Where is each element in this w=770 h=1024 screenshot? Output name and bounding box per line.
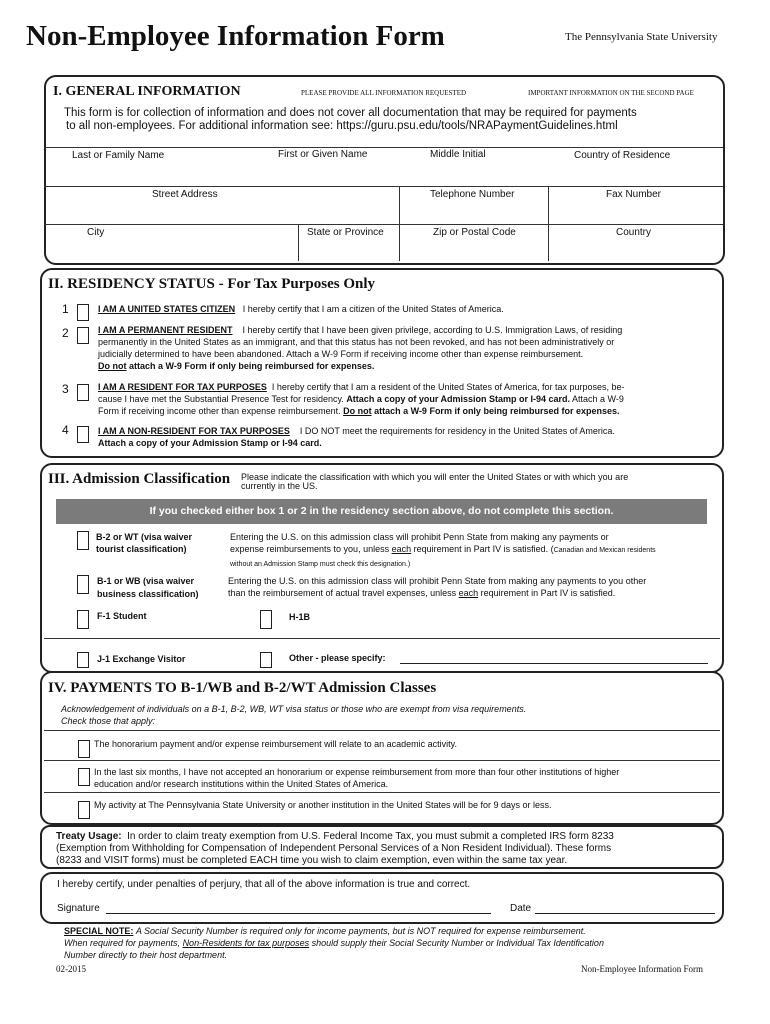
certification-statement: I hereby certify, under penalties of perjury, that all of the above information is true and correct. xyxy=(57,879,471,890)
special-note-line2b: should supply their Social Security Number or Individual Tax Identification xyxy=(309,938,604,948)
special-note-non-residents: Non-Residents for tax purposes xyxy=(182,938,310,948)
h1b-label: H-1B xyxy=(289,612,311,622)
b2-wt-label xyxy=(96,531,192,555)
treaty-line1: In order to claim treaty exemption from U.S. Federal Income Tax, you must submit a completed IRS form 8233 xyxy=(127,831,614,842)
section1-note-second-page: IMPORTANT INFORMATION ON THE SECOND PAGE xyxy=(528,89,694,97)
b2-text-line2b: requirement in Part IV is satisfied. ( xyxy=(411,544,554,554)
j1-visitor-label: J-1 Exchange Visitor xyxy=(97,654,186,664)
permanent-resident-line2: permanently in the United States as an immigrant, and that this status has not been revoked, and has not been administratively or xyxy=(98,337,615,347)
b2-text-line3: without an Admission Stamp must check this designation.) xyxy=(230,561,411,568)
zip-field[interactable]: Zip or Postal Code xyxy=(433,227,516,238)
date-label: Date xyxy=(510,903,532,914)
col-divider xyxy=(548,224,549,261)
permanent-resident-text xyxy=(98,324,622,372)
state-field[interactable]: State or Province xyxy=(307,227,384,238)
page-title: Non-Employee Information Form xyxy=(26,20,445,52)
signature-line[interactable] xyxy=(106,913,491,914)
non-resident-line1: I DO NOT meet the requirements for residency in the United States of America. xyxy=(299,426,615,436)
residency-number-4: 4 xyxy=(62,423,69,437)
city-field[interactable]: City xyxy=(87,227,105,238)
permanent-resident-do-not: Do not xyxy=(98,361,127,371)
nine-days-checkbox[interactable] xyxy=(78,801,90,819)
b1-text-line2b: requirement in Part IV is satisfied. xyxy=(478,588,616,598)
b2-wt-description xyxy=(230,531,656,569)
special-note-label: SPECIAL NOTE: xyxy=(64,926,134,936)
b2-text-canadian: Canadian and Mexican residents xyxy=(553,547,656,554)
col-divider xyxy=(298,224,299,261)
non-resident-checkbox[interactable] xyxy=(77,426,89,443)
non-resident-text xyxy=(98,425,615,449)
treaty-line3: (8233 and VISIT forms) must be completed EACH time you wish to claim exemption, even within the same tax year. xyxy=(56,855,568,866)
nine-days-label: My activity at The Pennsylvania State University or another institution in the United States will be for 9 days or less. xyxy=(94,800,552,810)
b2-text-each: each xyxy=(391,544,412,554)
treaty-usage-label: Treaty Usage: xyxy=(56,831,122,842)
section3-title: III. Admission Classification xyxy=(48,471,231,487)
b2-wt-checkbox[interactable] xyxy=(77,531,89,550)
b2-text-line1: Entering the U.S. on this admission class will prohibit Penn State from making any payments or xyxy=(230,532,609,542)
permanent-resident-line3: judicially determined to have been abandoned. Attach a W-9 Form if receiving income other than expense reimbursement. xyxy=(98,349,584,359)
b1-wb-description xyxy=(228,575,646,599)
col-divider xyxy=(399,224,400,261)
other-classification-label: Other - please specify: xyxy=(289,653,386,663)
six-months-line1: In the last six months, I have not accepted an honorarium or expense reimbursement from more than four other institutions of higher xyxy=(94,767,620,777)
b1-label-line2: business classification) xyxy=(97,589,199,599)
col-divider xyxy=(399,186,400,224)
section4-title: IV. PAYMENTS TO B-1/WB and B-2/WT Admission Classes xyxy=(48,680,437,696)
b1-label-line1: B-1 or WB (visa waiver xyxy=(97,576,195,586)
us-citizen-checkbox[interactable] xyxy=(77,304,89,321)
row-divider xyxy=(44,638,720,639)
row-divider xyxy=(44,147,723,148)
section1-intro-line1: This form is for collection of information and does not cover all documentation that may be required for payments xyxy=(64,107,637,119)
section3-warning-banner xyxy=(56,499,707,524)
h1b-checkbox[interactable] xyxy=(260,610,272,629)
section3-instruction xyxy=(241,473,628,491)
middle-initial-field[interactable]: Middle Initial xyxy=(430,149,486,160)
six-months-line2: education and/or research institutions within the United States of America. xyxy=(94,779,389,789)
row-divider xyxy=(44,224,723,225)
b2-label-line1: B-2 or WT (visa waiver xyxy=(96,532,193,542)
special-note xyxy=(64,925,604,961)
row-divider xyxy=(44,186,723,187)
permanent-resident-line1: I hereby certify that I have been given privilege, according to U.S. Immigration Laws, of residing xyxy=(242,325,623,335)
special-note-line3: Number directly to their host department. xyxy=(64,950,228,960)
us-citizen-text xyxy=(98,303,504,315)
first-name-field[interactable]: First or Given Name xyxy=(278,149,368,160)
footer-form-name: Non-Employee Information Form xyxy=(581,964,703,974)
special-note-line1: A Social Security Number is required only for income payments, but is NOT required for expense reimbursement. xyxy=(135,926,586,936)
section4-ack-line1: Acknowledgement of individuals on a B-1, B-2, WB, WT visa status or those who are exempt from visa requirements. xyxy=(61,704,527,714)
resident-for-tax-checkbox[interactable] xyxy=(77,384,89,401)
col-divider xyxy=(548,186,549,224)
treaty-usage-text xyxy=(56,831,614,867)
six-months-checkbox[interactable] xyxy=(78,768,90,786)
resident-for-tax-line1: I hereby certify that I am a resident of the United States of America, for tax purposes, be- xyxy=(271,382,625,392)
resident-for-tax-do-not: Do not xyxy=(343,406,372,416)
resident-for-tax-line3b: attach a W-9 Form if only being reimbursed for expenses. xyxy=(371,406,620,416)
permanent-resident-checkbox[interactable] xyxy=(77,327,89,344)
six-months-label xyxy=(94,766,619,790)
fax-field[interactable]: Fax Number xyxy=(606,189,662,200)
academic-activity-checkbox[interactable] xyxy=(78,740,90,758)
form-revision-code: 02-2015 xyxy=(56,964,86,974)
section4-acknowledgement xyxy=(61,703,526,727)
b2-label-line2: tourist classification) xyxy=(96,544,187,554)
telephone-field[interactable]: Telephone Number xyxy=(430,189,515,200)
section3-banner-text: If you checked either box 1 or 2 in the residency section above, do not complete this section. xyxy=(149,505,614,517)
resident-for-tax-heading: I AM A RESIDENT FOR TAX PURPOSES xyxy=(98,382,267,392)
institution-name: The Pennsylvania State University xyxy=(565,31,718,43)
j1-visitor-checkbox[interactable] xyxy=(77,652,89,668)
section1-title: I. GENERAL INFORMATION xyxy=(53,84,241,99)
f1-student-label: F-1 Student xyxy=(97,611,147,621)
f1-student-checkbox[interactable] xyxy=(77,610,89,629)
row-divider xyxy=(44,730,720,731)
b1-text-each: each xyxy=(458,588,479,598)
residency-number-1: 1 xyxy=(62,302,69,316)
row-divider xyxy=(44,760,720,761)
country-of-residence-field[interactable]: Country of Residence xyxy=(574,150,671,161)
residency-number-2: 2 xyxy=(62,326,69,340)
row-divider xyxy=(44,792,720,793)
permanent-resident-heading: I AM A PERMANENT RESIDENT xyxy=(98,325,233,335)
section1-note-provide: PLEASE PROVIDE ALL INFORMATION REQUESTED xyxy=(301,89,467,97)
b1-wb-checkbox[interactable] xyxy=(77,575,89,594)
country-field[interactable]: Country xyxy=(616,227,652,238)
section3-instruction-line2: currently in the US. xyxy=(241,481,318,491)
street-address-field[interactable]: Street Address xyxy=(152,189,218,200)
section3-instruction-line1: Please indicate the classification with which you will enter the United States or with which you are xyxy=(241,472,629,482)
section1-intro-line2: to all non-employees. For additional information see: https://guru.psu.edu/tools/NRAPaymentGuidelines.html xyxy=(66,120,618,132)
academic-activity-label: The honorarium payment and/or expense reimbursement will relate to an academic activity. xyxy=(94,739,458,749)
resident-for-tax-line3a: Form if receiving income other than expense reimbursement. xyxy=(98,406,344,416)
resident-for-tax-text xyxy=(98,381,625,417)
resident-for-tax-line2a: cause I have met the Substantial Presence Test for residency. xyxy=(98,394,347,404)
special-note-line2a: When required for payments, xyxy=(64,938,183,948)
last-name-field[interactable]: Last or Family Name xyxy=(72,150,165,161)
other-specify-input[interactable] xyxy=(400,663,708,664)
us-citizen-heading: I AM A UNITED STATES CITIZEN xyxy=(98,304,236,314)
resident-for-tax-line2c: Attach a W-9 xyxy=(570,394,624,404)
b1-text-line2a: than the reimbursement of actual travel expenses, unless xyxy=(228,588,459,598)
section2-title: II. RESIDENCY STATUS - For Tax Purposes Only xyxy=(48,276,376,292)
b1-text-line1: Entering the U.S. on this admission class will prohibit Penn State from making any payments to you other xyxy=(228,576,647,586)
non-resident-line2: Attach a copy of your Admission Stamp or I-94 card. xyxy=(98,438,322,448)
us-citizen-certification: I hereby certify that I am a citizen of the United States of America. xyxy=(242,304,504,314)
signature-label: Signature xyxy=(57,903,100,914)
treaty-line2: (Exemption from Withholding for Compensation of Independent Personal Services of a Non Resident Individual). These forms xyxy=(56,843,612,854)
non-resident-heading: I AM A NON-RESIDENT FOR TAX PURPOSES xyxy=(98,426,290,436)
other-classification-checkbox[interactable] xyxy=(260,652,272,668)
section4-ack-line2: Check those that apply: xyxy=(61,716,156,726)
date-line[interactable] xyxy=(535,913,715,914)
permanent-resident-line4: attach a W-9 Form if only being reimbursed for expenses. xyxy=(126,361,375,371)
b1-wb-label xyxy=(97,575,199,601)
b2-text-line2a: expense reimbursements to you, unless xyxy=(230,544,392,554)
residency-number-3: 3 xyxy=(62,382,69,396)
resident-for-tax-line2b: Attach a copy of your Admission Stamp or I-94 card. xyxy=(346,394,571,404)
